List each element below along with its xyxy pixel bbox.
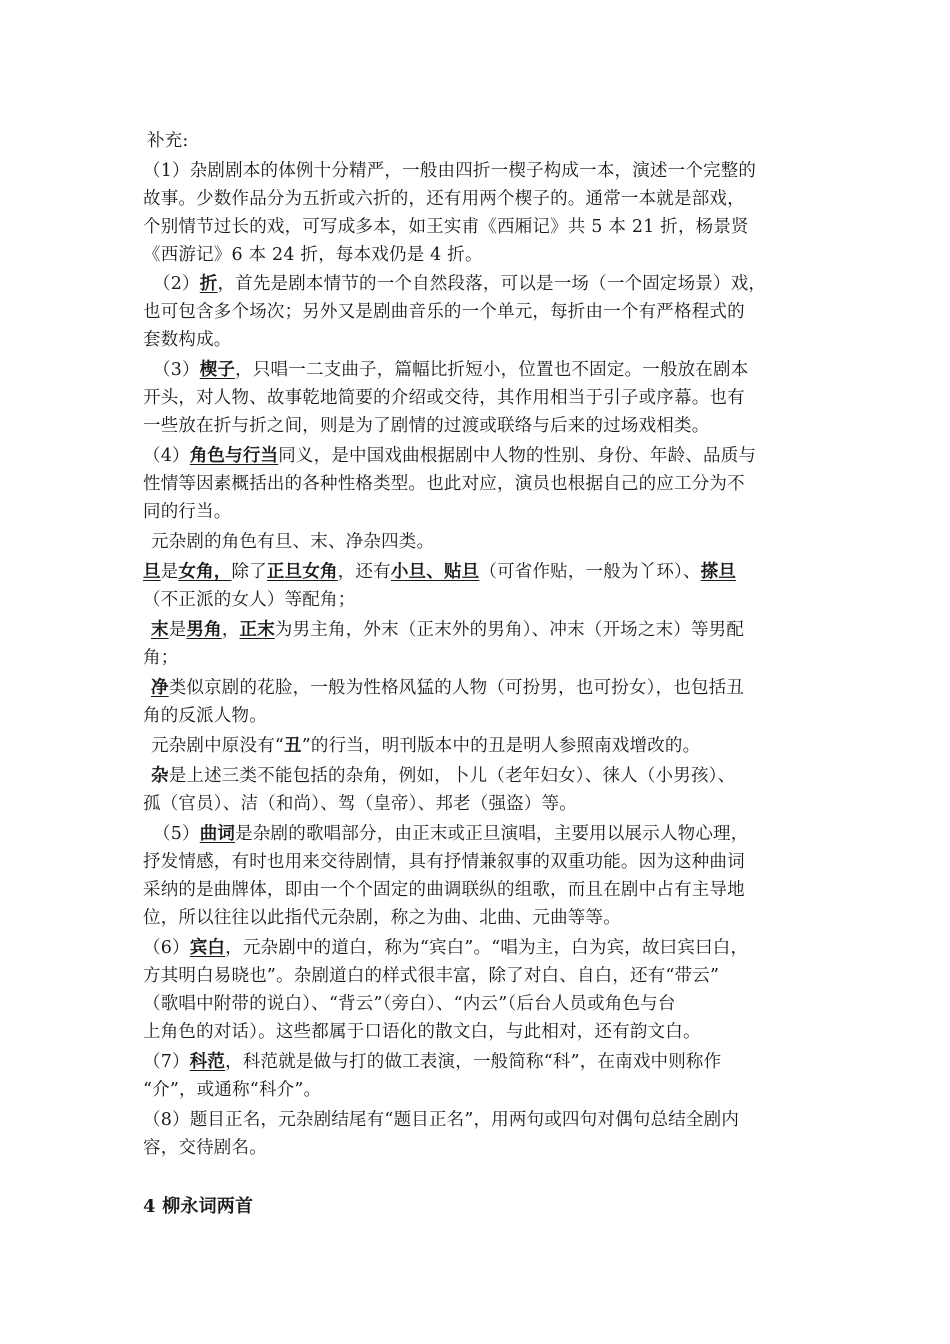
term-chadan: 搽旦	[700, 562, 737, 582]
text: ，还有	[337, 562, 391, 582]
paragraph-1-line-1: （1）杂剧剧本的体例十分精严，一般由四折一楔子构成一本，演述一个完整的	[143, 161, 757, 181]
paragraph-1-line-2: 故事。少数作品分为五折或六折的，还有用两个楔子的。通常一本就是部戏，	[143, 189, 745, 209]
paragraph-5-line-4: 位，所以往往以此指代元杂剧，称之为曲、北曲、元曲等等。	[143, 908, 621, 928]
text: 元杂剧中原没有“	[151, 736, 285, 756]
term-jing: 净	[151, 678, 169, 698]
term-chou: 丑	[284, 736, 302, 756]
paragraph-3-number: （3）	[153, 360, 200, 380]
paragraph-4-text: 同义，是中国戏曲根据剧中人物的性别、身份、年龄、品质与	[278, 446, 757, 466]
paragraph-7-line-2: “介”，或通称“科介”。	[143, 1080, 322, 1100]
term-binbai: 宾白	[189, 938, 226, 958]
term-nanjiao: 男角	[186, 620, 222, 640]
text: 是	[168, 620, 187, 640]
paragraph-6-line-2: 方其明白易晓也”。杂剧道白的样式很丰富，除了对白、自白，还有“带云”	[143, 966, 720, 986]
text: 类似京剧的花脸，一般为性格风猛的人物（可扮男，也可扮女），也包括丑	[168, 678, 745, 698]
term-quci: 曲词	[199, 824, 236, 844]
text: 是	[160, 562, 179, 582]
term-juese-hangdang: 角色与行当	[189, 446, 279, 466]
text: （可省作贴，一般为丫环）、	[479, 562, 701, 582]
role-mo-line-1	[151, 618, 744, 642]
paragraph-7-line-1	[143, 1050, 721, 1074]
paragraph-5-text: 是杂剧的歌唱部分，由正末或正旦演唱，主要用以展示人物心理，	[235, 824, 749, 844]
roles-intro: 元杂剧的角色有旦、末、净杂四类。	[151, 532, 435, 552]
paragraph-3-text: ，只唱一二支曲子，篇幅比折短小，位置也不固定。一般放在剧本	[235, 360, 749, 380]
term-zhe: 折	[199, 274, 218, 294]
text: 是上述三类不能包括的杂角，例如，卜儿（老年妇女）、徕人（小男孩）、	[168, 766, 736, 786]
role-jing-line-1	[151, 676, 744, 700]
role-dan-line-1	[143, 560, 736, 584]
paragraph-4-number: （4）	[143, 446, 190, 466]
text: ”的行当，明刊版本中的丑是明人参照南戏增改的。	[301, 736, 701, 756]
role-jing-line-2: 角的反派人物。	[143, 706, 267, 726]
paragraph-6-line-4: 上角色的对话）。这些都属于口语化的散文白，与此相对，还有韵文白。	[143, 1022, 701, 1042]
paragraph-3-line-2: 开头，对人物、故事乾地简要的介绍或交待，其作用相当于引子或序幕。也有	[143, 388, 745, 408]
paragraph-7-text: ，科范就是做与打的做工表演，一般简称“科”，在南戏中则称作	[225, 1052, 722, 1072]
text: ，	[221, 620, 240, 640]
paragraph-5-number: （5）	[153, 824, 200, 844]
role-chou-line	[151, 734, 700, 758]
paragraph-6-number: （6）	[143, 938, 190, 958]
paragraph-1-line-4: 《西游记》6 本 24 折，每本戏仍是 4 折。	[143, 245, 483, 265]
paragraph-2-line-2: 也可包含多个场次；另外又是剧曲音乐的一个单元，每折由一个有严格程式的	[143, 302, 745, 322]
paragraph-7-number: （7）	[143, 1052, 190, 1072]
section-heading: 4 柳永词两首	[143, 1196, 254, 1217]
paragraph-4-line-3: 同的行当。	[143, 502, 232, 522]
term-xiezi: 楔子	[199, 360, 236, 380]
term-zhengdan: 正旦女角	[266, 562, 338, 582]
paragraph-6-text: ，元杂剧中的道白，称为“宾白”。“唱为主，白为宾，故曰宾曰白，	[225, 938, 749, 958]
paragraph-6-line-3: （歌唱中附带的说白）、“背云”（旁白）、“内云”（后台人员或角色与台	[143, 994, 676, 1014]
paragraph-6-line-1	[143, 936, 748, 960]
role-dan-line-2: （不正派的女人）等配角；	[143, 590, 356, 610]
paragraph-5-line-2: 抒发情感，有时也用来交待剧情，具有抒情兼叙事的双重功能。因为这种曲词	[143, 852, 745, 872]
role-za-line-2: 孤（官员）、洁（和尚）、驾（皇帝）、邦老（强盗）等。	[143, 794, 577, 814]
paragraph-2-line-3: 套数构成。	[143, 330, 232, 350]
paragraph-4-line-2: 性情等因素概括出的各种性格类型。也此对应，演员也根据自己的应工分为不	[143, 474, 745, 494]
term-nvjiao: 女角，	[178, 562, 232, 582]
paragraph-1-line-3: 个别情节过长的戏，可写成多本，如王实甫《西厢记》共 5 本 21 折，杨景贤	[143, 217, 749, 237]
text: 除了	[231, 562, 267, 582]
paragraph-2-number: （2）	[153, 274, 200, 294]
paragraph-2-text: ，首先是剧本情节的一个自然段落，可以是一场（一个固定场景）戏，	[217, 274, 767, 294]
term-dan: 旦	[143, 562, 161, 582]
paragraph-3-line-3: 一些放在折与折之间，则是为了剧情的过渡或联络与后来的过场戏相类。	[143, 416, 710, 436]
text: 为男主角，外末（正末外的男角）、冲末（开场之末）等男配	[274, 620, 745, 640]
paragraph-5-line-3: 采纳的是曲牌体，即由一个个固定的曲调联纵的组歌，而且在剧中占有主导地	[143, 880, 745, 900]
role-mo-line-2: 角；	[143, 648, 179, 668]
term-za: 杂	[151, 766, 169, 786]
paragraph-8-line-2: 容，交待剧名。	[143, 1138, 267, 1158]
term-xiaodan-tiedan: 小旦、贴旦	[390, 562, 480, 582]
paragraph-4-line-1	[143, 444, 756, 468]
paragraph-2-line-1	[153, 272, 766, 296]
paragraph-3-line-1	[153, 358, 748, 382]
term-kefan: 科范	[189, 1052, 226, 1072]
role-za-line-1	[151, 764, 735, 788]
paragraph-8-line-1: （8）题目正名，元杂剧结尾有“题目正名”，用两句或四句对偶句总结全剧内	[143, 1110, 740, 1130]
paragraph-5-line-1	[153, 822, 748, 846]
term-zhengmo: 正末	[239, 620, 275, 640]
term-mo: 末	[151, 620, 169, 640]
supplement-heading: 补充:	[147, 131, 189, 151]
